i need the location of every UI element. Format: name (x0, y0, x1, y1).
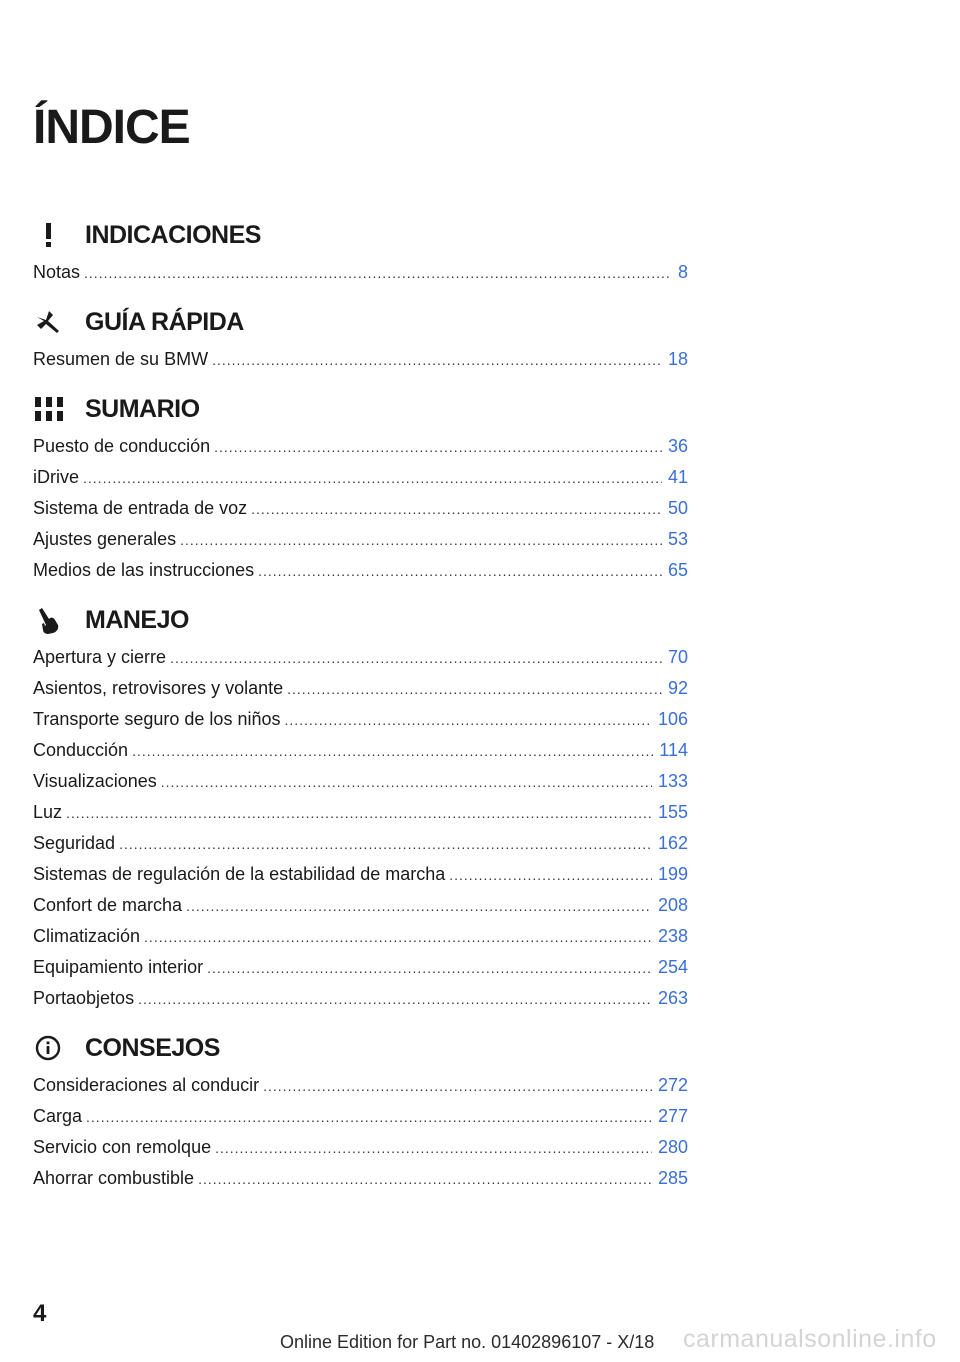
dot-leader (258, 556, 662, 587)
entry-label: Puesto de conducción (33, 436, 211, 456)
toc-entry[interactable] (33, 1101, 688, 1132)
page-link[interactable]: 162 (657, 833, 688, 853)
page-link[interactable]: 272 (657, 1075, 688, 1095)
dot-leader (170, 643, 662, 674)
entry-label: Ahorrar combustible (33, 1168, 195, 1188)
section-header (33, 389, 688, 429)
entry-label: Sistemas de regulación de la estabilidad de marcha (33, 864, 446, 884)
dot-leader (161, 767, 652, 798)
section-manejo (33, 600, 688, 1014)
toc-entry[interactable] (33, 524, 688, 555)
section-header (33, 600, 688, 640)
toc-entry[interactable] (33, 344, 688, 375)
toc-entry[interactable] (33, 704, 688, 735)
entry-label: Resumen de su BMW (33, 349, 209, 369)
entry-label: Climatización (33, 926, 141, 946)
toc-entry[interactable] (33, 766, 688, 797)
entry-label: Servicio con remolque (33, 1137, 212, 1157)
dot-leader (214, 432, 662, 463)
entry-label: Apertura y cierre (33, 647, 167, 667)
dot-leader (284, 705, 651, 736)
toc-entry[interactable] (33, 431, 688, 462)
dot-leader (212, 345, 662, 376)
page-link[interactable]: 133 (657, 771, 688, 791)
page-link[interactable]: 92 (667, 678, 688, 698)
hand-pointer-icon (33, 600, 85, 640)
dot-leader (84, 258, 672, 289)
dot-leader (83, 463, 662, 494)
dot-leader (198, 1164, 652, 1195)
toc-entry[interactable] (33, 1070, 688, 1101)
page-link[interactable]: 277 (657, 1106, 688, 1126)
page-link[interactable]: 106 (657, 709, 688, 729)
entry-label: Notas (33, 262, 81, 282)
section-header (33, 302, 688, 342)
toc-entry[interactable] (33, 1163, 688, 1194)
watermark: carmanualsonline.info (683, 1325, 937, 1353)
dot-leader (66, 798, 652, 829)
dot-leader (86, 1102, 652, 1133)
section-indicaciones (33, 215, 688, 288)
toc-entry[interactable] (33, 462, 688, 493)
entry-label: Sistema de entrada de voz (33, 498, 248, 518)
entry-label: Carga (33, 1106, 83, 1126)
dot-leader (449, 860, 652, 891)
footer-edition: Online Edition for Part no. 01402896107 - X/18 (280, 1332, 655, 1352)
dot-leader (215, 1133, 652, 1164)
page-link[interactable]: 50 (667, 498, 688, 518)
dot-leader (144, 922, 652, 953)
entry-label: iDrive (33, 467, 80, 487)
toc-entry[interactable] (33, 983, 688, 1014)
entry-label: Ajustes generales (33, 529, 177, 549)
dot-leader (180, 525, 662, 556)
section-header (33, 1028, 688, 1068)
section-header (33, 215, 688, 255)
entry-label: Medios de las instrucciones (33, 560, 255, 580)
entry-label: Consideraciones al conducir (33, 1075, 260, 1095)
dot-leader (138, 984, 652, 1015)
toc-entry[interactable] (33, 1132, 688, 1163)
entry-label: Seguridad (33, 833, 116, 853)
page-link[interactable]: 263 (657, 988, 688, 1008)
toc-entry[interactable] (33, 797, 688, 828)
entry-label: Conducción (33, 740, 129, 760)
section-title: MANEJO (85, 605, 189, 634)
toc-entry[interactable] (33, 859, 688, 890)
section-guia-rapida (33, 302, 688, 375)
toc-entry[interactable] (33, 735, 688, 766)
page-number: 4 (33, 1300, 47, 1327)
page-link[interactable]: 36 (667, 436, 688, 456)
toc-entry[interactable] (33, 921, 688, 952)
page-link[interactable]: 285 (657, 1168, 688, 1188)
entry-label: Confort de marcha (33, 895, 183, 915)
info-circle-icon (33, 1028, 85, 1068)
entry-label: Transporte seguro de los niños (33, 709, 281, 729)
toc-entry[interactable] (33, 555, 688, 586)
page-link[interactable]: 208 (657, 895, 688, 915)
quick-guide-icon (33, 302, 85, 342)
page-link[interactable]: 238 (657, 926, 688, 946)
entry-label: Portaobjetos (33, 988, 135, 1008)
page-link[interactable]: 155 (657, 802, 688, 822)
dot-leader (287, 674, 662, 705)
entry-label: Visualizaciones (33, 771, 157, 791)
entry-label: Equipamiento interior (33, 957, 204, 977)
page-link[interactable]: 254 (657, 957, 688, 977)
section-sumario (33, 389, 688, 586)
page-link[interactable]: 70 (667, 647, 688, 667)
dot-leader (186, 891, 652, 922)
page-link[interactable]: 41 (667, 467, 688, 487)
section-title: GUÍA RÁPIDA (85, 307, 244, 336)
page-link[interactable]: 18 (667, 349, 688, 369)
toc-entry[interactable] (33, 828, 688, 859)
toc-entry[interactable] (33, 673, 688, 704)
section-title: CONSEJOS (85, 1033, 220, 1062)
section-consejos (33, 1028, 688, 1194)
section-title: INDICACIONES (85, 220, 261, 249)
dot-leader (263, 1071, 652, 1102)
entry-label: Asientos, retrovisores y volante (33, 678, 284, 698)
dot-leader (119, 829, 652, 860)
overview-grid-icon (33, 389, 85, 429)
page-link[interactable]: 114 (659, 740, 688, 760)
exclamation-icon (33, 215, 85, 255)
section-title: SUMARIO (85, 394, 200, 423)
page-link[interactable]: 53 (667, 529, 688, 549)
table-of-contents (33, 215, 688, 1194)
toc-entry[interactable] (33, 642, 688, 673)
toc-entry[interactable] (33, 952, 688, 983)
page-link[interactable]: 65 (667, 560, 688, 580)
toc-entry[interactable] (33, 493, 688, 524)
toc-entry[interactable] (33, 890, 688, 921)
dot-leader (132, 736, 653, 767)
page-link[interactable]: 280 (657, 1137, 688, 1157)
toc-entry[interactable] (33, 257, 688, 288)
dot-leader (207, 953, 652, 984)
page-link[interactable]: 8 (677, 262, 688, 282)
dot-leader (251, 494, 662, 525)
entry-label: Luz (33, 802, 63, 822)
page-link[interactable]: 199 (657, 864, 688, 884)
page-title: ÍNDICE (33, 101, 190, 154)
